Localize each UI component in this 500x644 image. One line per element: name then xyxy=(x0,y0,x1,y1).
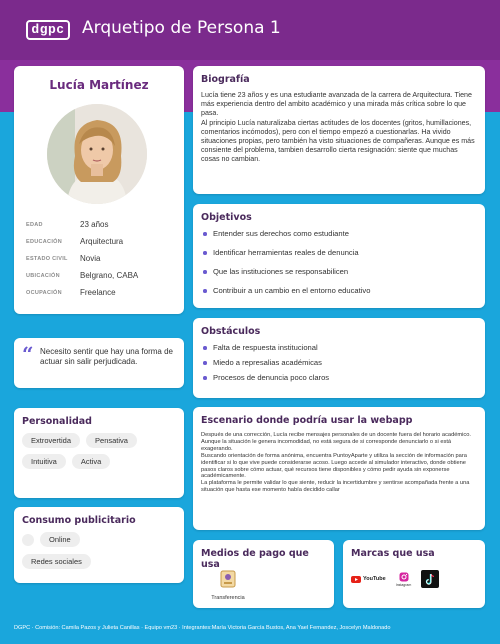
attr-key: EDAD xyxy=(26,221,43,228)
footer-credits: DGPC · Comisión: Camila Pazos y Julieta Canillas · Equipo vm23 · Integrantes:María Victoria García Bustos, Ana Yael Fernandez, Joscelyn Maldonado xyxy=(14,625,391,631)
attr-row-estado-civil xyxy=(26,250,176,267)
attr-key: OCUPACIÓN xyxy=(26,289,62,296)
objetivos-list xyxy=(201,229,477,305)
persona-name: Lucía Martínez xyxy=(49,78,149,92)
avatar xyxy=(47,104,147,204)
dgpc-logo: dgpc xyxy=(26,20,70,40)
list-item: Falta de respuesta institucional xyxy=(201,343,477,358)
obstaculos-title: Obstáculos xyxy=(201,326,261,337)
escenario-paragraph-2: Buscando orientación de forma anónima, encuentra PuntoyAparte y utiliza la sección de información para identificar si lo que vive puede considerarse acoso. Luego accede al simulador interactivo, donde obtiene pasos claros sobre cómo actuar, qué recursos tiene disponibles y cómo pedir ayuda sin exponerse académicamente. xyxy=(201,452,467,480)
transferencia-item xyxy=(203,570,253,601)
marcas-title: Marcas que usa xyxy=(351,548,435,559)
personalidad-tags xyxy=(22,433,176,469)
list-item: Entender sus derechos como estudiante xyxy=(201,229,477,248)
escenario-card xyxy=(193,407,485,530)
personality-tag: Pensativa xyxy=(86,433,137,448)
list-item: Que las instituciones se responsabilicen xyxy=(201,267,477,286)
attr-value: Arquitectura xyxy=(80,237,124,246)
online-indicator-icon xyxy=(22,534,34,546)
biografia-paragraph-1: Lucía tiene 23 años y es una estudiante avanzada de la carrera de Arquitectura. Tiene más experiencia dentro del ambito académico y una mirada más crítica sobre lo que pasa. xyxy=(201,91,472,118)
list-item: Identificar herramientas reales de denuncia xyxy=(201,248,477,267)
obstaculos-list xyxy=(201,343,477,388)
personality-tag: Activa xyxy=(72,454,110,469)
attr-value: 23 años xyxy=(80,220,109,229)
biografia-title: Biografía xyxy=(201,74,250,85)
biografia-card xyxy=(193,66,485,194)
transferencia-label: Transferencia xyxy=(211,595,245,601)
attr-key: EDUCACIÓN xyxy=(26,238,63,245)
pagos-card xyxy=(193,540,334,608)
header-bar xyxy=(0,0,500,60)
persona-attributes xyxy=(26,216,176,301)
brand-logos xyxy=(351,570,439,588)
personality-tag: Extrovertida xyxy=(22,433,80,448)
attr-key: ESTADO CIVIL xyxy=(26,255,68,262)
quote-card xyxy=(14,338,184,388)
instagram-wordmark: Instagram xyxy=(395,582,412,587)
instagram-logo xyxy=(396,572,412,587)
profile-card xyxy=(14,66,184,314)
attr-row-ocupacion xyxy=(26,284,176,301)
escenario-paragraph-1: Después de una corrección, Lucía recibe mensajes personales de un docente fuera del horario académico. Aunque la situación le genera incomodidad, no está segura de si corresponde denunciarlo o si está exagerando. xyxy=(201,432,472,452)
escenario-title: Escenario donde podría usar la webapp xyxy=(201,415,413,426)
quote-icon: “ xyxy=(22,342,34,366)
consumo-row-online xyxy=(22,532,176,547)
consumo-tag: Redes sociales xyxy=(22,554,91,569)
list-item: Procesos de denuncia poco claros xyxy=(201,373,477,388)
transfer-icon xyxy=(220,570,236,588)
consumo-row-redes xyxy=(22,554,176,569)
youtube-logo xyxy=(351,576,386,583)
pagos-title: Medios de pago que usa xyxy=(201,548,309,570)
quote-text: Necesito sentir que hay una forma de actuar sin salir perjudicada. xyxy=(40,347,173,366)
personalidad-title: Personalidad xyxy=(22,416,92,427)
attr-value: Novia xyxy=(80,254,101,263)
youtube-wordmark: YouTube xyxy=(363,576,386,582)
tiktok-icon xyxy=(421,570,439,588)
attr-value: Freelance xyxy=(80,288,116,297)
youtube-icon xyxy=(351,576,361,583)
obstaculos-card xyxy=(193,318,485,398)
attr-key: UBICACIÓN xyxy=(26,272,60,279)
attr-row-educacion xyxy=(26,233,176,250)
consumo-tag: Online xyxy=(40,532,80,547)
objetivos-title: Objetivos xyxy=(201,212,252,223)
list-item: Contribuir a un cambio en el entorno educativo xyxy=(201,286,477,305)
personality-tag: Intuitiva xyxy=(22,454,66,469)
escenario-paragraph-3: La plataforma le permite validar lo que siente, reducir la incertidumbre y sentirse acompañada frente a una situación que hasta ese momento había decidido callar xyxy=(201,480,470,494)
objetivos-card xyxy=(193,204,485,308)
attr-row-edad xyxy=(26,216,176,233)
attr-row-ubicacion xyxy=(26,267,176,284)
page-title: Arquetipo de Persona 1 xyxy=(82,18,281,38)
attr-value: Belgrano, CABA xyxy=(80,271,139,280)
consumo-card xyxy=(14,507,184,583)
instagram-icon xyxy=(399,572,409,582)
biografia-paragraph-2: Al principio Lucía naturalizaba ciertas actitudes de los docentes (gritos, humillaciones, comentarios incómodos), pero con el tiempo empezó a cuestionarlas. Ha vivido situaciones propias, pero también ha visto situaciones de compañeras. Aunque es más consiente del problema, tambien desarrollo cierta resignación: siente que muchas cosas no cambian. xyxy=(201,118,475,164)
list-item: Miedo a represalias académicas xyxy=(201,358,477,373)
personalidad-card xyxy=(14,408,184,498)
marcas-card xyxy=(343,540,485,608)
consumo-title: Consumo publicitario xyxy=(22,515,136,526)
